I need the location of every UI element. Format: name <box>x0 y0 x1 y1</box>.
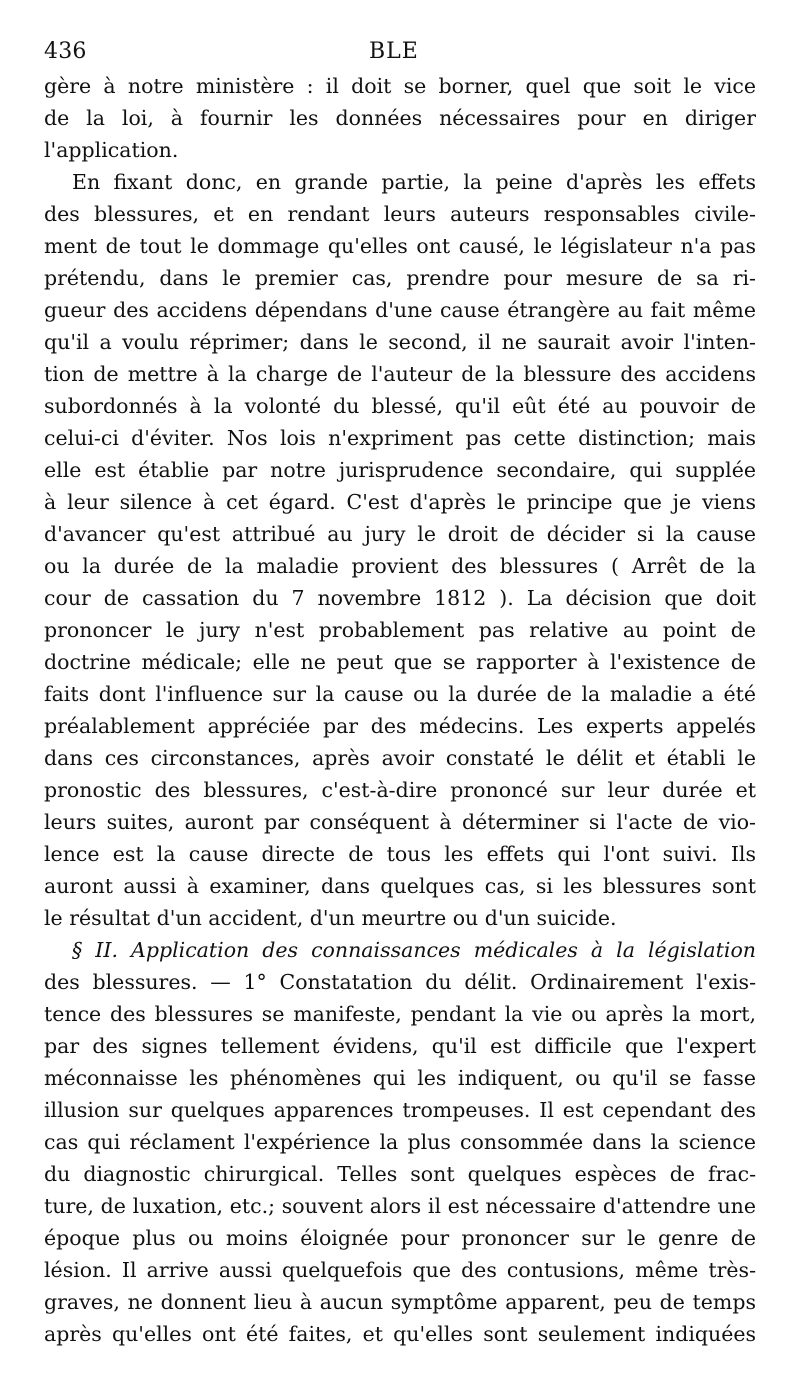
text-line: prononcer le jury n'est probablement pas relative au point de <box>44 618 756 642</box>
text-line: faits dont l'influence sur la cause ou la durée de la maladie a été <box>44 682 756 706</box>
text-line: illusion sur quelques apparences trompeuses. Il est cependant des <box>44 1098 756 1122</box>
text-line: par des signes tellement évidens, qu'il est difficile que l'expert <box>44 1034 756 1058</box>
text-line: méconnaisse les phénomènes qui les indiquent, ou qu'il se fasse <box>44 1066 756 1090</box>
text-line: cas qui réclament l'expérience la plus consommée dans la science <box>44 1130 756 1154</box>
text-line: lence est la cause directe de tous les effets qui l'ont suivi. Ils <box>44 842 756 866</box>
text-line: époque plus ou moins éloignée pour prononcer sur le genre de <box>44 1226 756 1250</box>
running-head: BLE <box>369 39 419 64</box>
text-line: l'application. <box>44 138 179 162</box>
text-line: doctrine médicale; elle ne peut que se rapporter à l'existence de <box>44 650 756 674</box>
document-page <box>44 34 756 1354</box>
text-line: gueur des accidens dépendans d'une cause étrangère au fait même <box>44 298 756 322</box>
page-number: 436 <box>44 39 87 64</box>
text-line: cour de cassation du 7 novembre 1812 ). La décision que doit <box>44 586 756 610</box>
body-text <box>44 70 756 1350</box>
section-heading-line: § II. Application des connaissances médicales à la législation <box>72 938 756 962</box>
text-line: graves, ne donnent lieu à aucun symptôme apparent, peu de temps <box>44 1290 756 1314</box>
text-line: qu'il a voulu réprimer; dans le second, il ne saurait avoir l'inten- <box>44 330 756 354</box>
text-line: gère à notre ministère : il doit se borner, quel que soit le vice <box>44 74 756 98</box>
text-line: pronostic des blessures, c'est-à-dire prononcé sur leur durée et <box>44 778 756 802</box>
text-line: des blessures. — 1° Constatation du délit. Ordinairement l'exis- <box>44 970 756 994</box>
text-line: à leur silence à cet égard. C'est d'après le principe que je viens <box>44 490 756 514</box>
text-line: tion de mettre à la charge de l'auteur de la blessure des accidens <box>44 362 756 386</box>
page-header <box>44 34 756 70</box>
text-line: d'avancer qu'est attribué au jury le droit de décider si la cause <box>44 522 756 546</box>
text-line: ment de tout le dommage qu'elles ont causé, le législateur n'a pas <box>44 234 756 258</box>
text-line: après qu'elles ont été faites, et qu'elles sont seulement indiquées <box>44 1322 756 1346</box>
text-line: préalablement appréciée par des médecins. Les experts appelés <box>44 714 756 738</box>
text-line: le résultat d'un accident, d'un meurtre ou d'un suicide. <box>44 906 617 930</box>
text-line: tence des blessures se manifeste, pendant la vie ou après la mort, <box>44 1002 756 1026</box>
text-line: ture, de luxation, etc.; souvent alors il est nécessaire d'attendre une <box>44 1194 756 1218</box>
text-line: du diagnostic chirurgical. Telles sont quelques espèces de frac- <box>44 1162 756 1186</box>
text-line: prétendu, dans le premier cas, prendre pour mesure de sa ri- <box>44 266 756 290</box>
text-line: leurs suites, auront par conséquent à déterminer si l'acte de vio- <box>44 810 756 834</box>
text-line: des blessures, et en rendant leurs auteurs responsables civile- <box>44 202 756 226</box>
text-line: En fixant donc, en grande partie, la peine d'après les effets <box>72 170 756 194</box>
text-line: de la loi, à fournir les données nécessaires pour en diriger <box>44 106 756 130</box>
text-line: lésion. Il arrive aussi quelquefois que des contusions, même très- <box>44 1258 756 1282</box>
text-line: celui-ci d'éviter. Nos lois n'expriment pas cette distinction; mais <box>44 426 756 450</box>
text-line: subordonnés à la volonté du blessé, qu'il eût été au pouvoir de <box>44 394 756 418</box>
text-line: auront aussi à examiner, dans quelques cas, si les blessures sont <box>44 874 756 898</box>
text-line: ou la durée de la maladie provient des blessures ( Arrêt de la <box>44 554 756 578</box>
text-line: elle est établie par notre jurisprudence secondaire, qui supplée <box>44 458 756 482</box>
text-line: dans ces circonstances, après avoir constaté le délit et établi le <box>44 746 756 770</box>
